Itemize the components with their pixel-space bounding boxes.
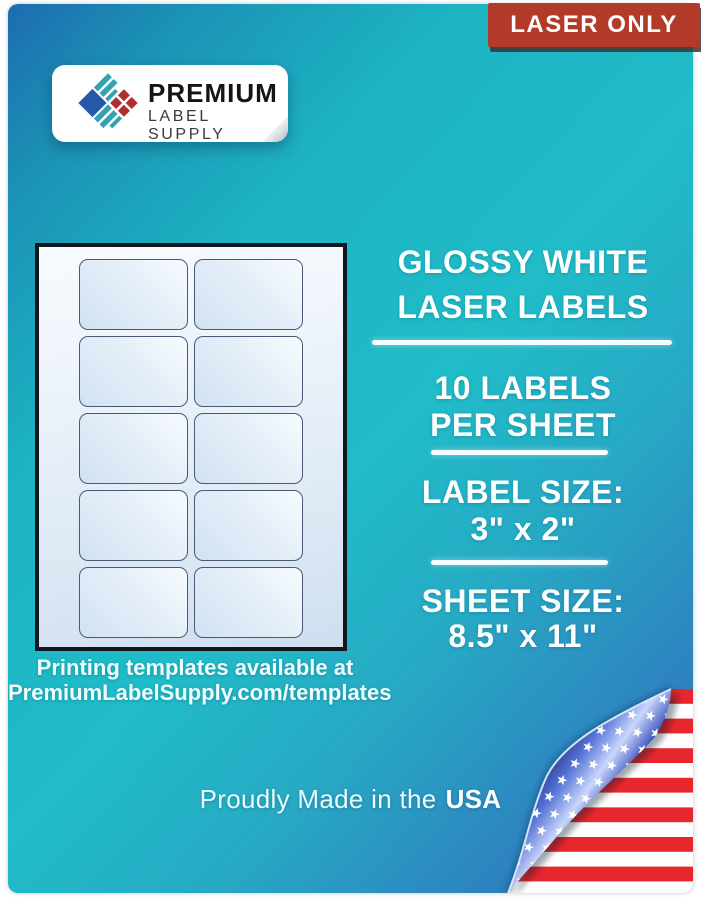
divider-line-1 (372, 340, 672, 345)
gradient-background (8, 4, 693, 893)
templates-caption-line1: Printing templates available at (36, 655, 354, 680)
templates-caption-line2: PremiumLabelSupply.com/templates (8, 679, 392, 705)
brand-name (148, 80, 288, 144)
label-cell (79, 336, 188, 407)
sheet-size-value: 8.5" x 11" (448, 618, 598, 654)
label-size-value: 3" x 2" (470, 511, 576, 547)
label-cell (79, 490, 188, 561)
brand-logo-sticker (52, 65, 288, 142)
label-cell (194, 567, 303, 638)
label-size-heading: LABEL SIZE: (421, 474, 625, 510)
labels-count-line1: 10 LABELS (434, 370, 612, 406)
usa-flag-page-curl-icon (485, 675, 693, 893)
divider-line-2 (431, 450, 608, 455)
labels-count-line2: PER SHEET (430, 407, 616, 443)
label-cell (79, 259, 188, 330)
label-cell (194, 413, 303, 484)
sheet-size-heading: SHEET SIZE: (421, 583, 625, 619)
brand-name-line1: PREMIUM (148, 78, 278, 108)
label-cell (194, 336, 303, 407)
made-in-country: USA (445, 784, 502, 814)
brand-name-line2: LABEL SUPPLY (148, 108, 226, 143)
product-title-line1: GLOSSY WHITE (397, 244, 649, 280)
divider-line-3 (431, 560, 608, 565)
made-in-prefix: Proudly Made in the (199, 784, 437, 814)
label-sheet-preview (35, 243, 347, 651)
logo-mark-icon (78, 73, 138, 133)
label-cell (79, 567, 188, 638)
product-specs (365, 244, 681, 664)
templates-caption (8, 655, 392, 705)
label-cell (194, 259, 303, 330)
laser-only-badge-label: LASER ONLY (510, 11, 678, 38)
label-cell (79, 413, 188, 484)
label-cell (194, 490, 303, 561)
laser-only-badge (488, 3, 700, 47)
product-title-line2: LASER LABELS (397, 289, 649, 325)
